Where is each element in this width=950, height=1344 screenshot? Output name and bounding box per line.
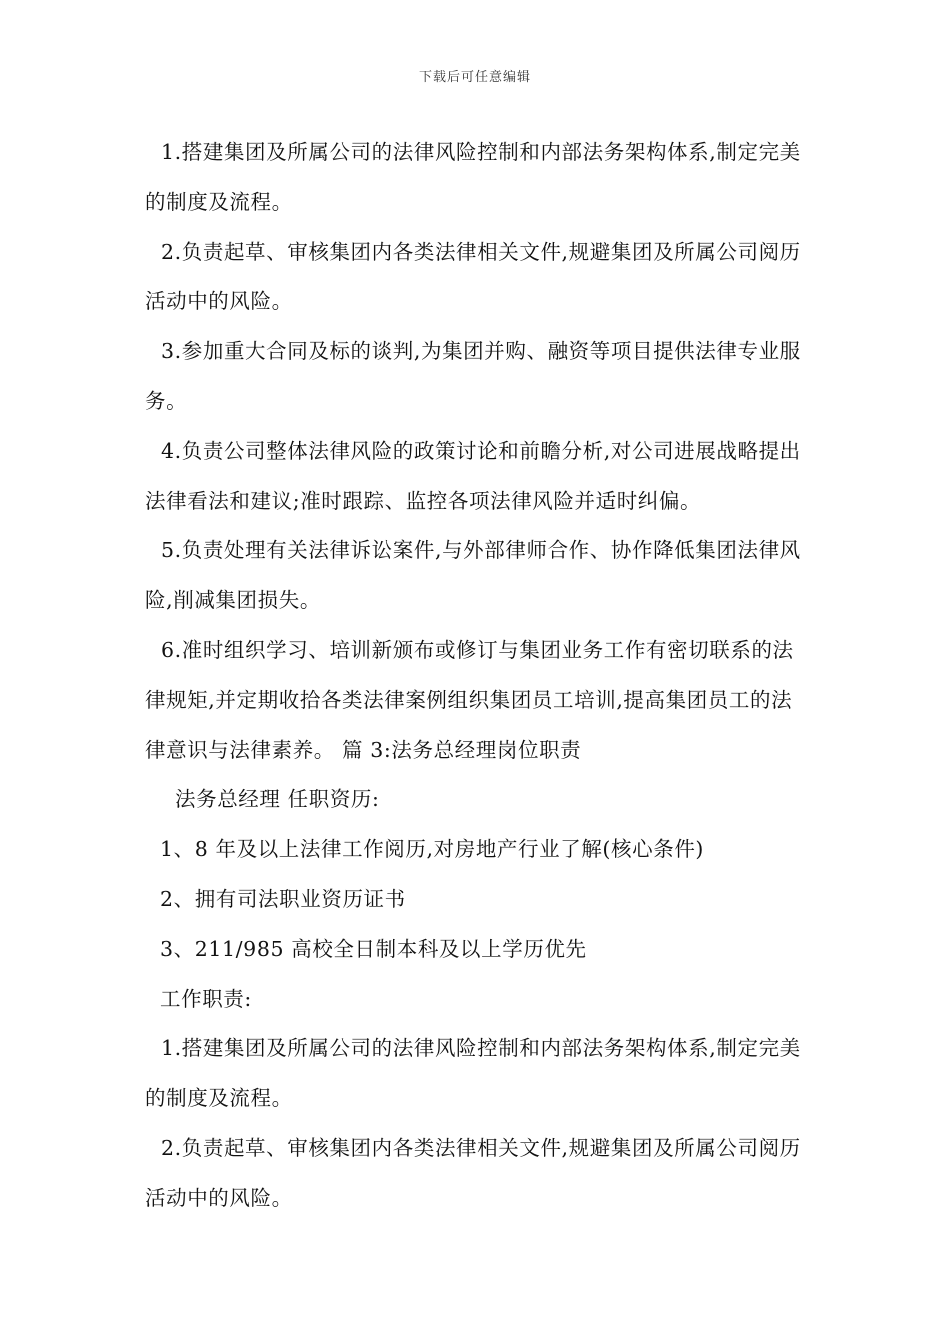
paragraph-duty-3: 3.参加重大合同及标的谈判,为集团并购、融资等项目提供法律专业服务。	[145, 339, 801, 413]
section-heading-duties: 工作职责:	[160, 986, 252, 1011]
section-heading-qualifications: 法务总经理 任职资历:	[175, 787, 380, 812]
document-body	[145, 128, 807, 1224]
qualification-item-3: 3、211/985 高校全日制本科及以上学历优先	[160, 936, 587, 961]
paragraph-duty-2: 2.负责起草、审核集团内各类法律相关文件,规避集团及所属公司阅历活动中的风险。	[145, 239, 801, 314]
paragraph-duty-1-repeat: 1.搭建集团及所属公司的法律风险控制和内部法务架构体系,制定完美的制度及流程。	[145, 1036, 801, 1111]
paragraph-duty-4: 4.负责公司整体法律风险的政策讨论和前瞻分析,对公司进展战略提出法律看法和建议;准时跟踪、监控各项法律风险并适时纠偏。	[145, 438, 801, 513]
paragraph-duty-6: 6.准时组织学习、培训新颁布或修订与集团业务工作有密切联系的法律规矩,并定期收拾各类法律案例组织集团员工培训,提高集团员工的法律意识与法律素养。 篇 3:法务总经理岗位职责	[145, 637, 794, 762]
paragraph-duty-1: 1.搭建集团及所属公司的法律风险控制和内部法务架构体系,制定完美的制度及流程。	[145, 140, 801, 214]
page-header: 下载后可任意编辑	[418, 70, 531, 85]
paragraph-duty-2-repeat: 2.负责起草、审核集团内各类法律相关文件,规避集团及所属公司阅历活动中的风险。	[145, 1135, 801, 1210]
qualification-item-1: 1、8 年及以上法律工作阅历,对房地产行业了解(核心条件)	[160, 837, 705, 862]
paragraph-duty-5: 5.负责处理有关法律诉讼案件,与外部律师合作、协作降低集团法律风险,削减集团损失。	[145, 538, 801, 613]
qualification-item-2: 2、拥有司法职业资历证书	[160, 886, 406, 911]
